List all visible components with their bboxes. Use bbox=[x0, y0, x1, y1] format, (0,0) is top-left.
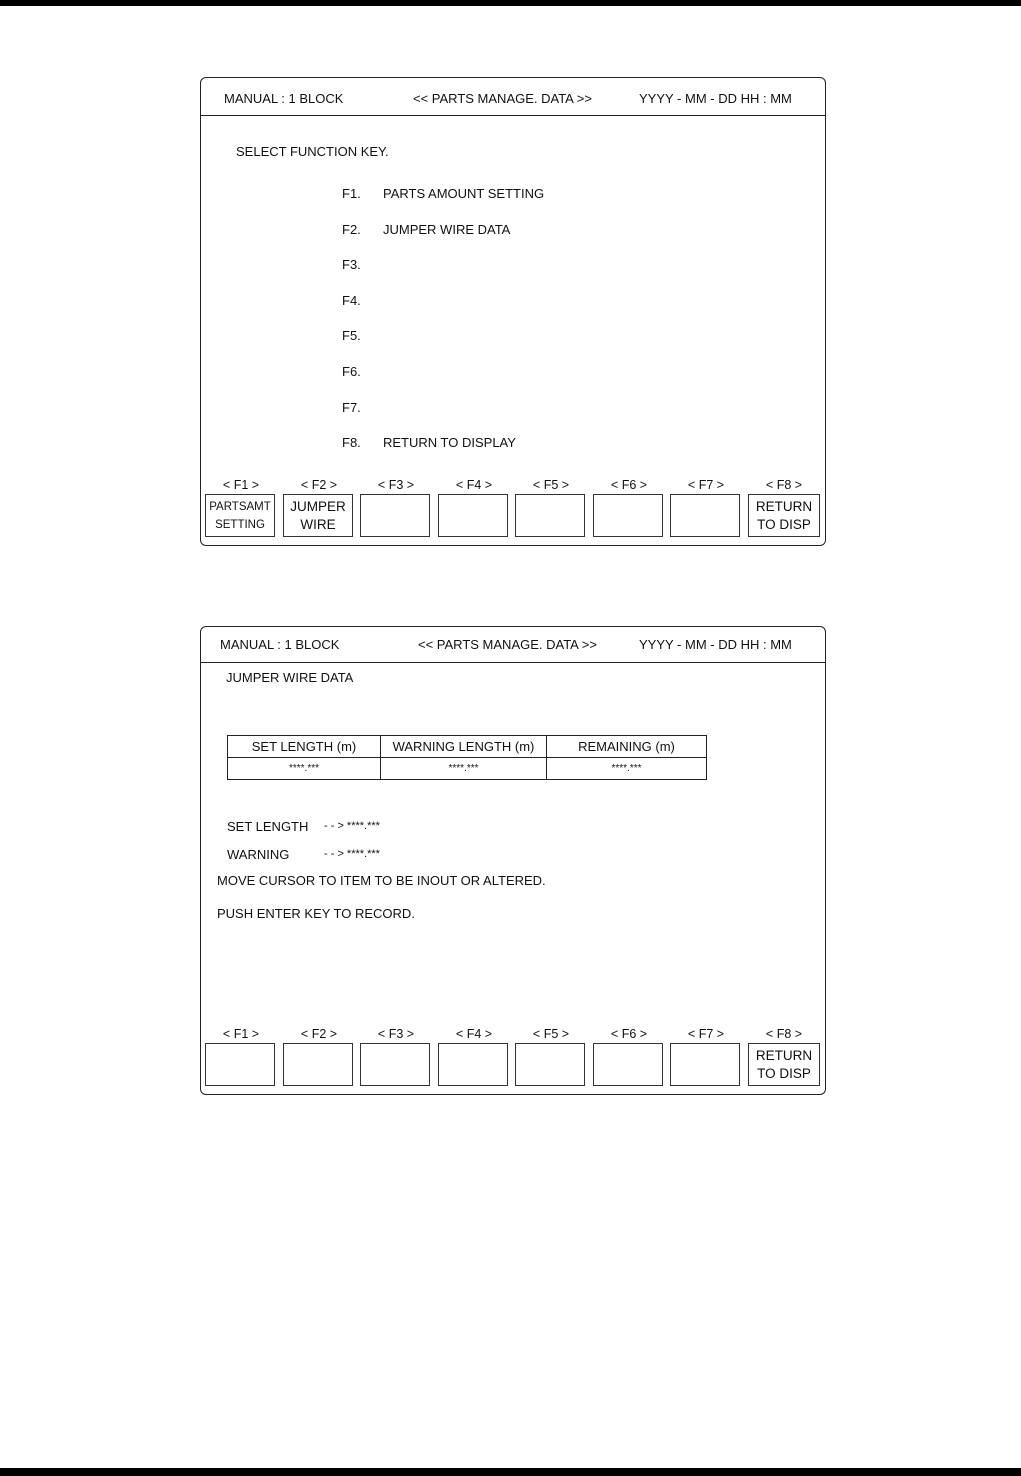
function-select-screen bbox=[200, 77, 826, 546]
fkey-label-f6: < F6 > bbox=[610, 478, 648, 492]
menu-key-f6: F6. bbox=[342, 364, 361, 379]
header-warning-length: WARNING LENGTH (m) bbox=[381, 736, 547, 758]
bottom-rule bbox=[0, 1468, 1021, 1476]
instruction-enter: PUSH ENTER KEY TO RECORD. bbox=[217, 906, 415, 921]
f1-button[interactable] bbox=[205, 494, 275, 537]
button-line2: WIRE bbox=[300, 516, 336, 532]
fkey-label-f6: < F6 > bbox=[610, 1027, 648, 1041]
menu-key-f2: F2. bbox=[342, 221, 361, 237]
screen-header bbox=[201, 627, 825, 663]
f6-button[interactable] bbox=[593, 1043, 663, 1086]
f7-button[interactable] bbox=[670, 1043, 740, 1086]
button-line1: RETURN bbox=[755, 498, 813, 514]
screen-title: << PARTS MANAGE. DATA >> bbox=[418, 637, 597, 652]
f2-button[interactable] bbox=[283, 494, 353, 537]
fkey-label-f8: < F8 > bbox=[765, 1027, 803, 1041]
f4-button[interactable] bbox=[438, 494, 508, 537]
f5-button[interactable] bbox=[515, 494, 585, 537]
menu-key-f8: F8. bbox=[342, 435, 361, 451]
button-line1: PARTSAMT bbox=[209, 500, 271, 513]
set-length-input[interactable]: - - > ****.*** bbox=[324, 820, 380, 832]
value-set-length[interactable]: ****.*** bbox=[228, 758, 381, 780]
f4-button[interactable] bbox=[438, 1043, 508, 1086]
set-length-label: SET LENGTH bbox=[227, 819, 309, 834]
menu-key-f5: F5. bbox=[342, 328, 361, 344]
jumper-wire-data-screen bbox=[200, 626, 826, 1095]
fkey-label-f1: < F1 > bbox=[222, 478, 260, 492]
top-rule bbox=[0, 0, 1021, 6]
value-remaining: ****.*** bbox=[547, 758, 707, 780]
f7-button[interactable] bbox=[670, 494, 740, 537]
fkey-label-f3: < F3 > bbox=[377, 1027, 415, 1041]
fkey-label-f4: < F4 > bbox=[455, 478, 493, 492]
fkey-label-f2: < F2 > bbox=[300, 478, 338, 492]
button-line1: RETURN bbox=[755, 1047, 813, 1063]
f3-button[interactable] bbox=[360, 1043, 430, 1086]
fkey-label-f3: < F3 > bbox=[377, 478, 415, 492]
button-line2: TO DISP bbox=[757, 516, 811, 532]
fkey-label-f8: < F8 > bbox=[765, 478, 803, 492]
header-set-length: SET LENGTH (m) bbox=[228, 736, 381, 758]
f1-button[interactable] bbox=[205, 1043, 275, 1086]
warning-input[interactable]: - - > ****.*** bbox=[324, 848, 380, 860]
instruction-cursor: MOVE CURSOR TO ITEM TO BE INOUT OR ALTERED. bbox=[217, 873, 546, 888]
fkey-label-f5: < F5 > bbox=[532, 478, 570, 492]
fkey-label-f5: < F5 > bbox=[532, 1027, 570, 1041]
button-line2: SETTING bbox=[215, 518, 265, 531]
value-warning-length[interactable]: ****.*** bbox=[381, 758, 547, 780]
screen-header bbox=[201, 78, 825, 116]
mode-label: MANUAL : 1 BLOCK bbox=[224, 91, 344, 106]
f2-button[interactable] bbox=[283, 1043, 353, 1086]
fkey-label-f1: < F1 > bbox=[222, 1027, 260, 1041]
fkey-label-f7: < F7 > bbox=[687, 478, 725, 492]
f3-button[interactable] bbox=[360, 494, 430, 537]
button-line2: TO DISP bbox=[757, 1065, 811, 1081]
menu-key-f4: F4. bbox=[342, 292, 361, 308]
table-header-row bbox=[228, 736, 707, 758]
header-remaining: REMAINING (m) bbox=[547, 736, 707, 758]
screen-title: << PARTS MANAGE. DATA >> bbox=[413, 91, 592, 106]
jumper-wire-table bbox=[227, 735, 707, 780]
menu-label-f2: JUMPER WIRE DATA bbox=[383, 221, 511, 237]
mode-label: MANUAL : 1 BLOCK bbox=[220, 637, 340, 652]
fkey-label-f4: < F4 > bbox=[455, 1027, 493, 1041]
f8-button[interactable] bbox=[748, 494, 820, 537]
fkey-label-f7: < F7 > bbox=[687, 1027, 725, 1041]
table-row bbox=[228, 758, 707, 780]
f8-button[interactable] bbox=[748, 1043, 820, 1086]
f5-button[interactable] bbox=[515, 1043, 585, 1086]
warning-label: WARNING bbox=[227, 847, 290, 862]
button-line1: JUMPER bbox=[290, 498, 346, 514]
section-title: JUMPER WIRE DATA bbox=[226, 670, 354, 685]
f6-button[interactable] bbox=[593, 494, 663, 537]
datetime: YYYY - MM - DD HH : MM bbox=[639, 637, 792, 652]
menu-key-f3: F3. bbox=[342, 257, 361, 273]
datetime: YYYY - MM - DD HH : MM bbox=[639, 91, 792, 106]
prompt-text: SELECT FUNCTION KEY. bbox=[236, 144, 389, 159]
fkey-label-f2: < F2 > bbox=[300, 1027, 338, 1041]
menu-key-f1: F1. bbox=[342, 186, 361, 201]
menu-label-f1: PARTS AMOUNT SETTING bbox=[383, 186, 545, 201]
menu-label-f8: RETURN TO DISPLAY bbox=[383, 435, 516, 451]
menu-key-f7: F7. bbox=[342, 399, 361, 415]
